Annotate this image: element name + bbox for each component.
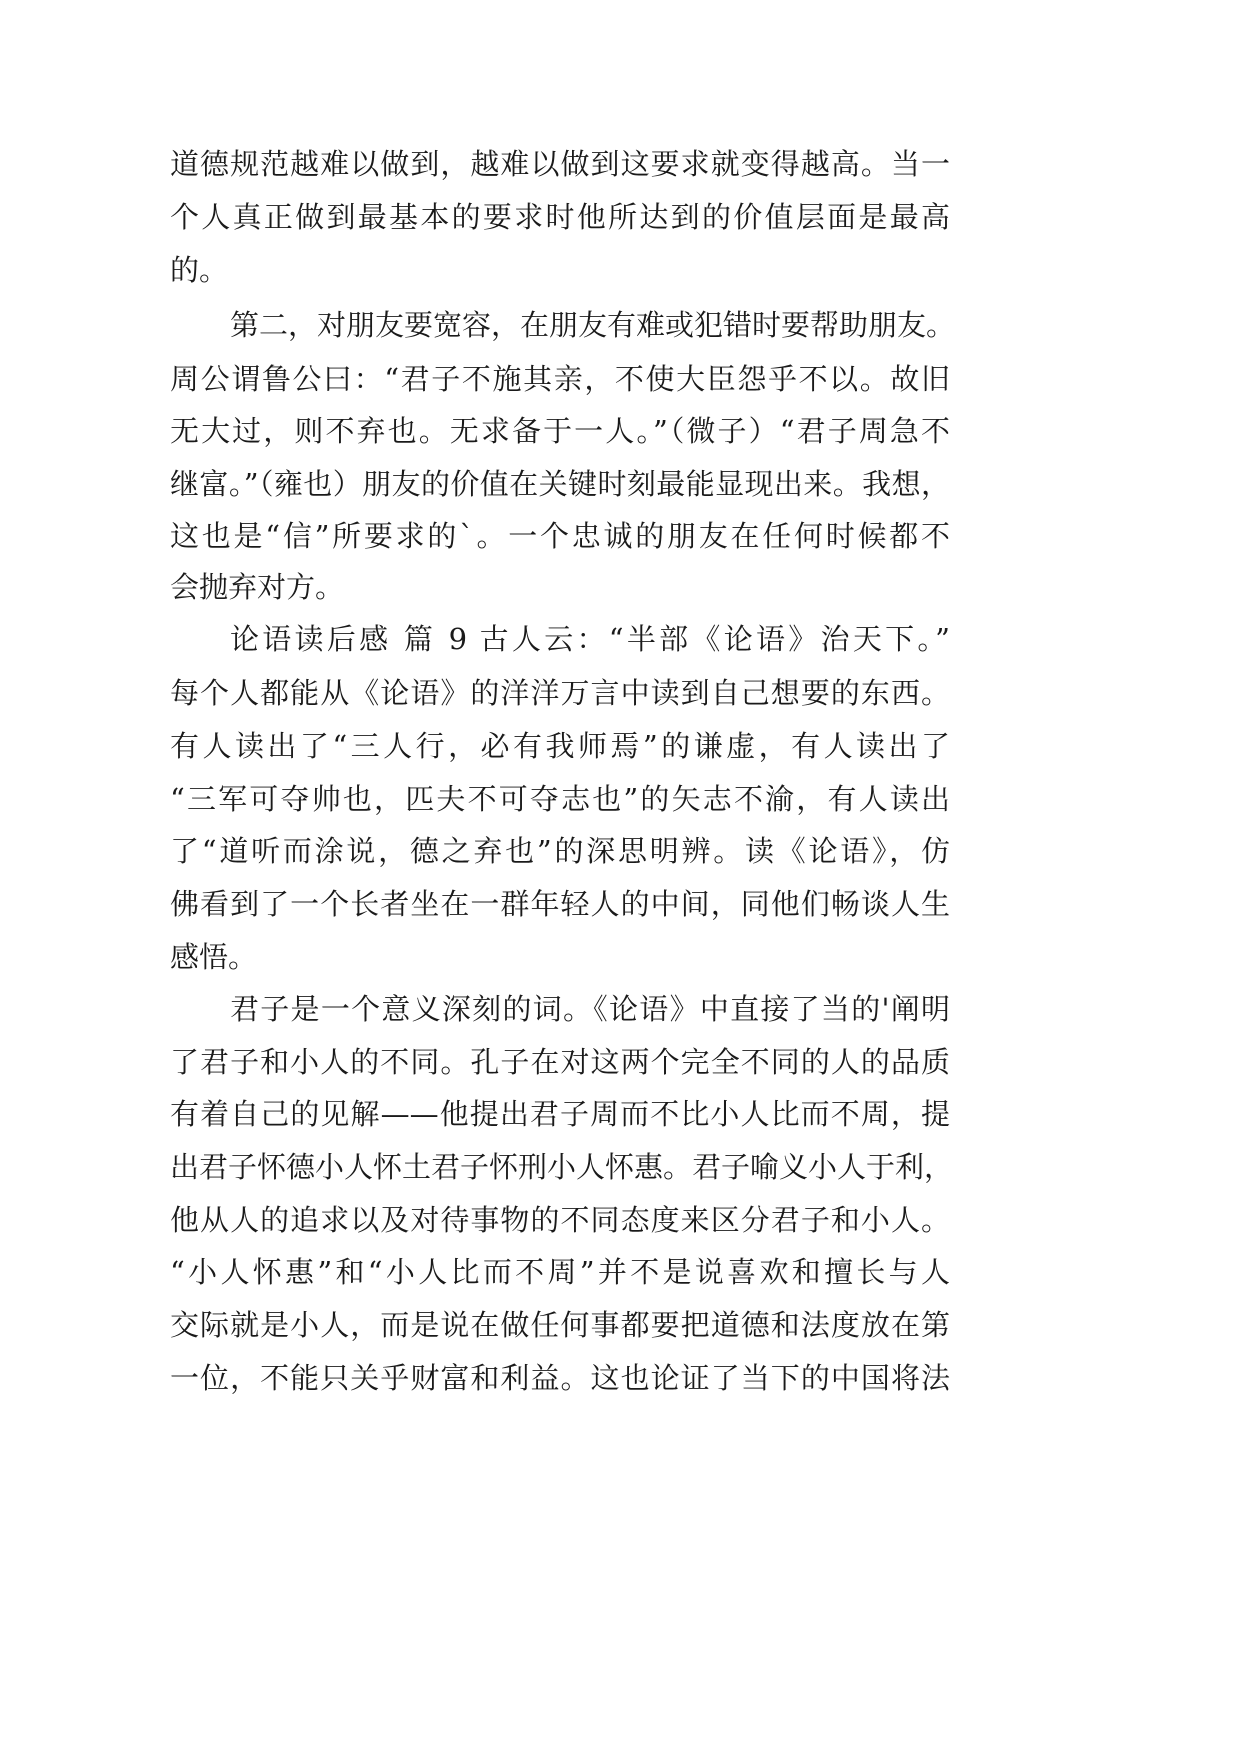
- text-line: 这也是“信”所要求的`。一个忠诚的朋友在任何时候都不: [170, 519, 950, 553]
- text-line: 交际就是小人，而是说在做任何事都要把道德和法度放在第: [170, 1308, 950, 1342]
- paragraph-start-line: 第二，对朋友要宽容，在朋友有难或犯错时要帮助朋友。: [230, 308, 956, 342]
- text-line: 道德规范越难以做到，越难以做到这要求就变得越高。当一: [170, 147, 950, 181]
- text-line: 佛看到了一个长者坐在一群年轻人的中间，同他们畅谈人生: [170, 887, 950, 921]
- section-heading-line: 论语读后感 篇 9 古人云：“半部《论语》治天下。”: [230, 622, 950, 656]
- text-line: 会抛弃对方。: [170, 570, 345, 604]
- text-line: 继富。”（雍也）朋友的价值在关键时刻最能显现出来。我想，: [170, 467, 950, 501]
- text-line: 了君子和小人的不同。孔子在对这两个完全不同的人的品质: [170, 1045, 950, 1079]
- paragraph-start-line: 君子是一个意义深刻的词。《论语》中直接了当的'阐明: [230, 992, 950, 1026]
- text-line: 出君子怀德小人怀土君子怀刑小人怀惠。君子喻义小人于利，: [170, 1150, 954, 1184]
- text-line: 有着自己的见解——他提出君子周而不比小人比而不周，提: [170, 1097, 950, 1131]
- text-line: 每个人都能从《论语》的洋洋万言中读到自己想要的东西。: [170, 676, 950, 710]
- text-line: 一位，不能只关乎财富和利益。这也论证了当下的中国将法: [170, 1361, 950, 1395]
- text-line: 无大过，则不弃也。无求备于一人。”（微子）“君子周急不: [170, 414, 950, 448]
- text-line: 了“道听而涂说，德之弃也”的深思明辨。读《论语》，仿: [170, 834, 950, 868]
- text-line: 的。: [170, 253, 229, 287]
- text-line: 感悟。: [170, 940, 258, 974]
- text-line: “小人怀惠”和“小人比而不周”并不是说喜欢和擅长与人: [170, 1255, 950, 1289]
- text-line: “三军可夺帅也，匹夫不可夺志也”的矢志不渝，有人读出: [170, 782, 950, 816]
- text-line: 周公谓鲁公曰：“君子不施其亲，不使大臣怨乎不以。故旧: [170, 362, 950, 396]
- text-line: 个人真正做到最基本的要求时他所达到的价值层面是最高: [170, 200, 950, 234]
- text-line: 他从人的追求以及对待事物的不同态度来区分君子和小人。: [170, 1203, 950, 1237]
- text-line: 有人读出了“三人行，必有我师焉”的谦虚，有人读出了: [170, 729, 950, 763]
